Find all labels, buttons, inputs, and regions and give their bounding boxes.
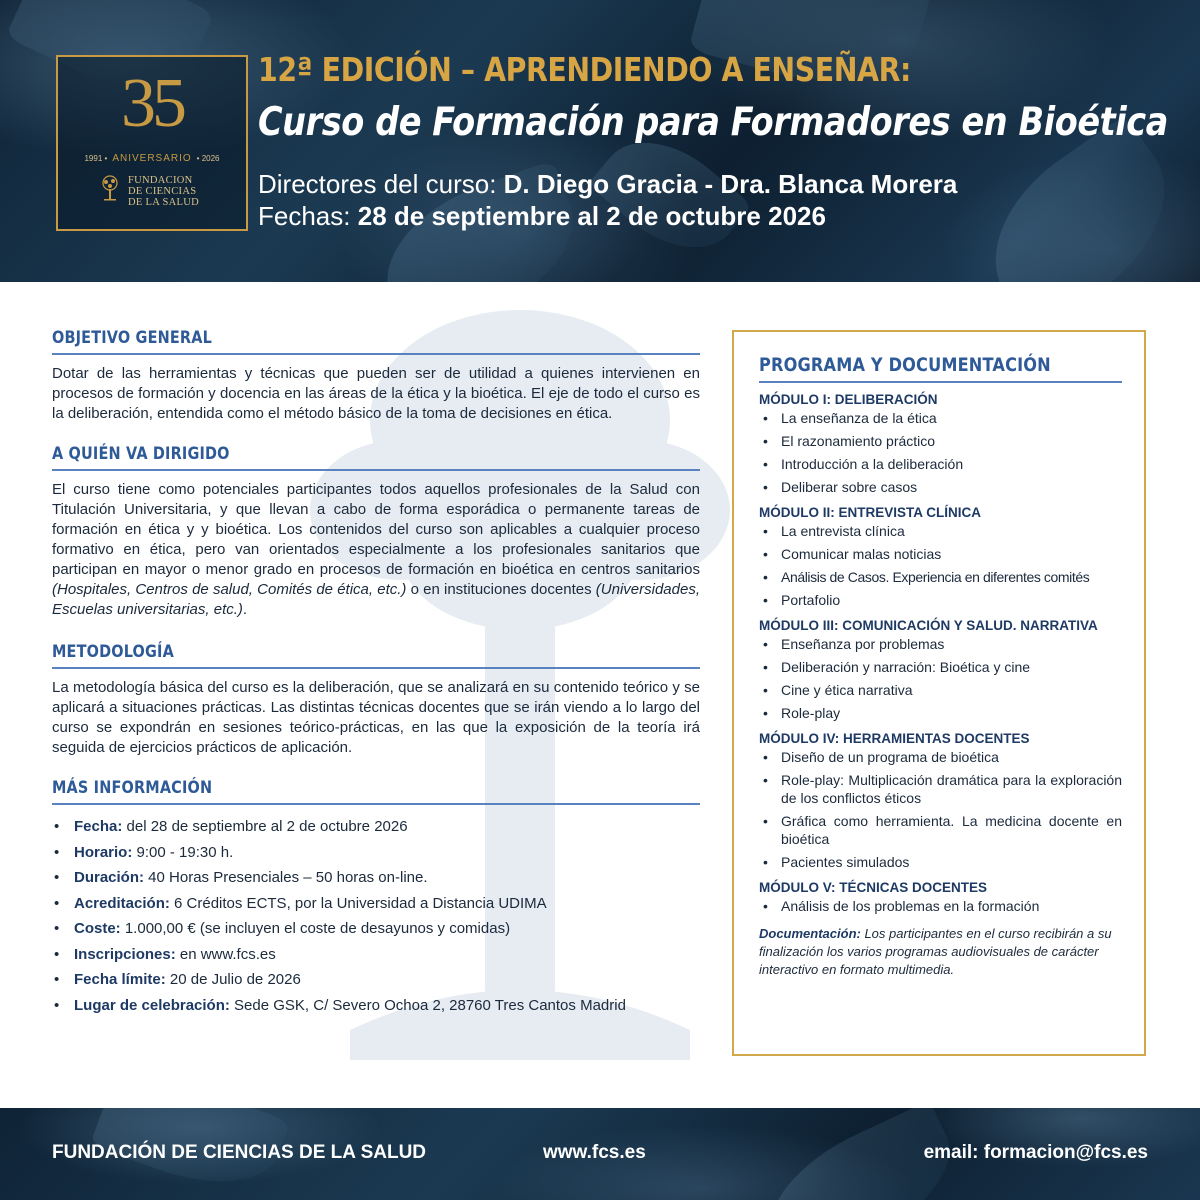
logo-foundation: FUNDACION DE CIENCIAS DE LA SALUD bbox=[98, 175, 199, 208]
info-list bbox=[52, 814, 700, 1018]
module-title: MÓDULO V: TÉCNICAS DOCENTES bbox=[759, 880, 988, 895]
info-item-duracion: • Duración: 40 Horas Presenciales – 50 horas on-line. bbox=[52, 865, 700, 891]
dates-line: Fechas: 28 de septiembre al 2 de octubre 2026 bbox=[258, 201, 826, 231]
module-item: • Análisis de Casos. Experiencia en diferentes comités bbox=[759, 568, 1122, 586]
info-item-inscripciones: • Inscripciones: en www.fcs.es bbox=[52, 942, 700, 968]
metodologia-text: La metodología básica del curso es la deliberación, que se analizará en su contenido teórico y se aplicará a situaciones prácticas. Las distintas técnicas docentes que se irán viendo a lo largo del curso se expondrán en sesiones teórico-prácticas, en las que la exposición de la teoría irá seguida de ejercicios prácticos de aplicación. bbox=[52, 679, 700, 756]
info-item-horario: • Horario: 9:00 - 19:30 h. bbox=[52, 840, 700, 866]
programa-box bbox=[732, 330, 1146, 1056]
module-title: MÓDULO IV: HERRAMIENTAS DOCENTES bbox=[759, 731, 1030, 746]
info-item-lugar: • Lugar de celebración: Sede GSK, C/ Severo Ochoa 2, 28760 Tres Cantos Madrid bbox=[52, 993, 700, 1019]
module-item: • Deliberación y narración: Bioética y cine bbox=[759, 658, 1122, 676]
module-item: • Enseñanza por problemas bbox=[759, 635, 1122, 653]
course-title: Curso de Formación para Formadores en Bioética bbox=[258, 100, 1168, 145]
footer-banner bbox=[0, 1108, 1200, 1200]
section-divider bbox=[52, 353, 700, 355]
logo-anniversary: 1991 • ANIVERSARIO • 2026 bbox=[84, 153, 220, 164]
section-title: A QUIÉN VA DIRIGIDO bbox=[52, 444, 230, 464]
documentation-note: Documentación: Los participantes en el curso recibirán a su finalización los varios programas audiovisuales de carácter interactivo en formato multimedia. bbox=[759, 926, 1112, 977]
module-item: • Cine y ética narrativa bbox=[759, 681, 1122, 699]
directors-line: Directores del curso: D. Diego Gracia - Dra. Blanca Morera bbox=[258, 169, 958, 199]
module-item: • Portafolio bbox=[759, 591, 1122, 609]
module-item: • Diseño de un programa de bioética bbox=[759, 748, 1122, 766]
module-list bbox=[759, 897, 1122, 915]
module-item: • Introducción a la deliberación bbox=[759, 455, 1122, 473]
section-divider bbox=[52, 667, 700, 669]
module-item: • Pacientes simulados bbox=[759, 853, 1122, 871]
objetivo-text: Dotar de las herramientas y técnicas que pueden ser de utilidad a quienes intervienen en procesos de formación y docencia en las áreas de la ética y la bioética. El eje de todo el curso es la deliberación, entendida como el método básico de la toma de decisiones en ética. bbox=[52, 365, 700, 422]
module-item: • El razonamiento práctico bbox=[759, 432, 1122, 450]
section-divider bbox=[52, 803, 700, 805]
module-item: • La entrevista clínica bbox=[759, 522, 1122, 540]
module-item: • Role-play bbox=[759, 704, 1122, 722]
section-info bbox=[52, 778, 700, 1018]
anniversary-logo bbox=[56, 55, 248, 231]
info-item-acreditacion: • Acreditación: 6 Créditos ECTS, por la Universidad a Distancia UDIMA bbox=[52, 891, 700, 917]
section-objetivo bbox=[52, 328, 700, 424]
module-title: MÓDULO I: DELIBERACIÓN bbox=[759, 392, 938, 407]
module-item: • Gráfica como herramienta. La medicina docente en bioética bbox=[759, 812, 1122, 848]
module-item: • Comunicar malas noticias bbox=[759, 545, 1122, 563]
programa-title: PROGRAMA Y DOCUMENTACIÓN bbox=[759, 354, 1051, 376]
module-item: • Deliberar sobre casos bbox=[759, 478, 1122, 496]
footer-website-link[interactable]: www.fcs.es bbox=[543, 1142, 646, 1163]
module-list bbox=[759, 409, 1122, 496]
section-divider bbox=[52, 469, 700, 471]
left-column bbox=[52, 328, 700, 1018]
edition-heading: 12ª EDICIÓN – APRENDIENDO A ENSEÑAR: bbox=[258, 50, 911, 89]
info-item-fecha-limite: • Fecha límite: 20 de Julio de 2026 bbox=[52, 967, 700, 993]
section-metodologia bbox=[52, 642, 700, 758]
section-dirigido bbox=[52, 444, 700, 620]
footer-email-link[interactable]: email: formacion@fcs.es bbox=[923, 1142, 1148, 1163]
section-divider bbox=[759, 381, 1122, 383]
module-item: • Role-play: Multiplicación dramática para la exploración de los conflictos éticos bbox=[759, 771, 1122, 807]
module-title: MÓDULO III: COMUNICACIÓN Y SALUD. NARRATIVA bbox=[759, 618, 1098, 633]
info-item-fecha: • Fecha: del 28 de septiembre al 2 de octubre 2026 bbox=[52, 814, 700, 840]
tree-icon bbox=[98, 175, 122, 203]
section-title: MÁS INFORMACIÓN bbox=[52, 778, 213, 798]
module-item: • Análisis de los problemas en la formación bbox=[759, 897, 1122, 915]
info-item-coste: • Coste: 1.000,00 € (se incluyen el coste de desayunos y comidas) bbox=[52, 916, 700, 942]
module-list bbox=[759, 748, 1122, 871]
header-banner bbox=[0, 0, 1200, 282]
logo-number: 35 bbox=[121, 65, 183, 142]
module-list bbox=[759, 522, 1122, 609]
module-item: • La enseñanza de la ética bbox=[759, 409, 1122, 427]
module-title: MÓDULO II: ENTREVISTA CLÍNICA bbox=[759, 505, 981, 520]
dirigido-text: El curso tiene como potenciales participantes todos aquellos profesionales de la Salud con Titulación Universitaria, y que llevan a cabo de forma esporádica o permanente tareas de formación en ética y y bioética. Los contenidos del curso son aplicables a cualquier proceso formativo en ética, pero van orientados especialmente a los profesionales sanitarios que participan en mayor o menor grado en procesos de formación en bioética en centros sanitarios (Hospitales, Centros de salud, Comités de ética, etc.) o en instituciones docentes (Universidades, Escuelas universitarias, etc.). bbox=[52, 481, 700, 618]
section-title: OBJETIVO GENERAL bbox=[52, 328, 212, 348]
section-title: METODOLOGÍA bbox=[52, 642, 174, 662]
module-list bbox=[759, 635, 1122, 722]
footer-org: FUNDACIÓN DE CIENCIAS DE LA SALUD bbox=[52, 1142, 427, 1163]
